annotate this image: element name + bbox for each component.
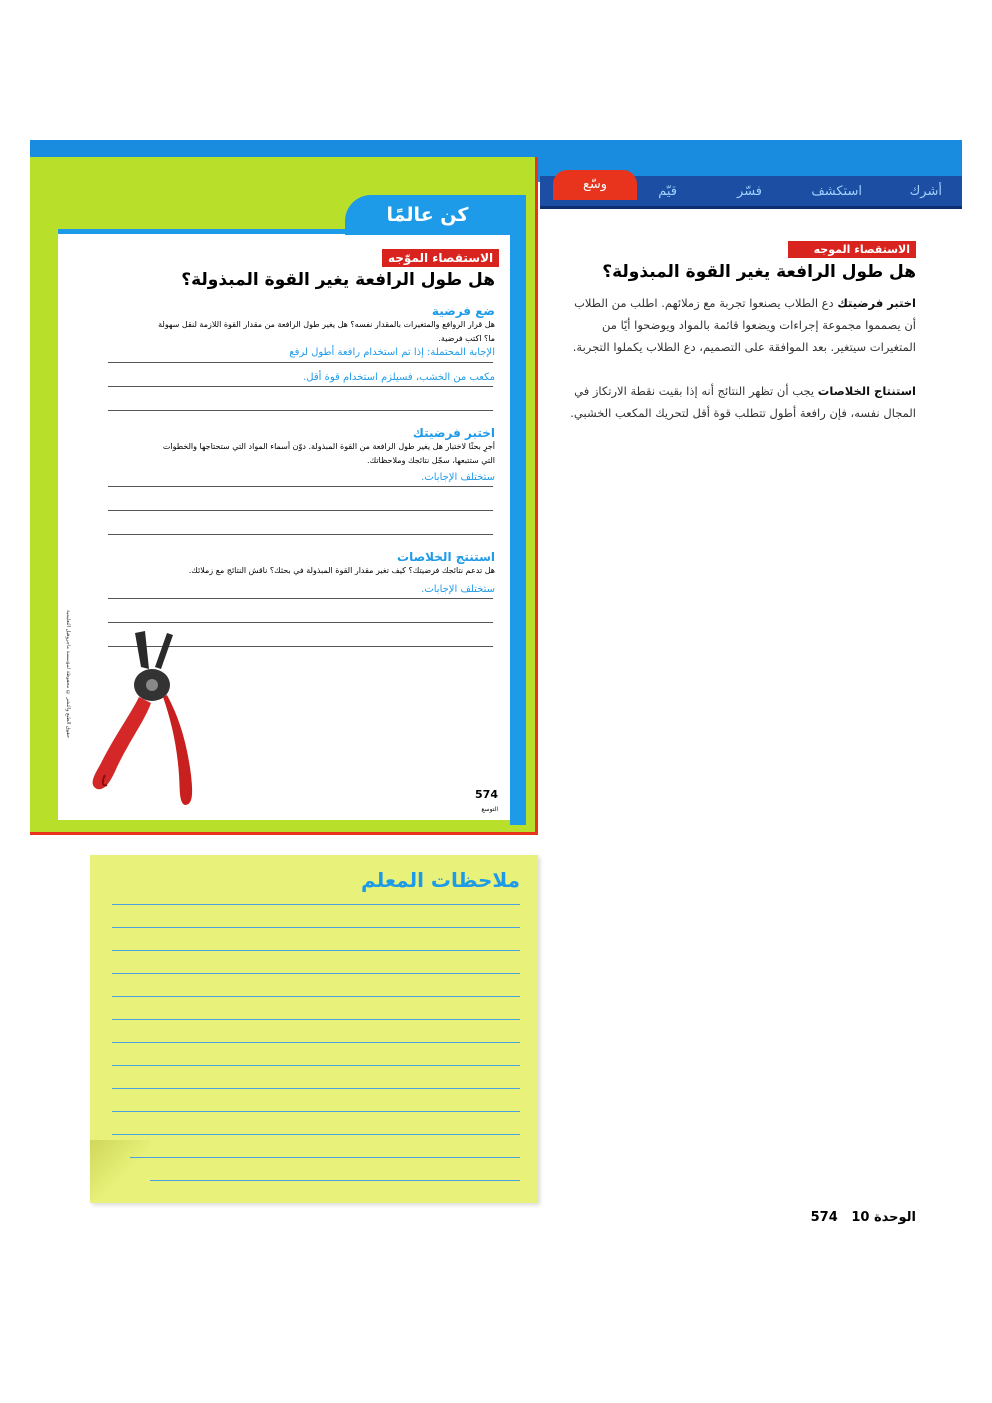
page-footer: [780, 1210, 916, 1225]
note-line: [112, 1134, 520, 1135]
conclusions-text: هل تدعم نتائجك فرضيتك؟ كيف تغير مقدار القوة المبذولة في بحثك؟ ناقش النتائج مع زملائك.: [188, 566, 495, 575]
answer-line: [108, 486, 493, 487]
page-title: كن عالمًا: [345, 195, 510, 235]
tab-explain[interactable]: فسّر: [737, 184, 762, 199]
teacher-notes-box: [90, 855, 538, 1203]
note-line: [112, 996, 520, 997]
note-line: [112, 927, 520, 928]
teacher-conclusion-text: يجب أن تظهر النتائج أنه إذا بقيت نقطة الارتكاز في المجال نفسه، فإن رافعة أطول تتطلب قوة أقل لتحريك المكعب الخشبي.: [570, 384, 916, 420]
student-page-number: 574: [475, 788, 498, 801]
note-line: [112, 1042, 520, 1043]
teacher-heading: هل طول الرافعة يغير القوة المبذولة؟: [602, 262, 916, 282]
answer-line: [108, 510, 493, 511]
note-line: [112, 1111, 520, 1112]
answer-line: [108, 534, 493, 535]
note-line: [130, 1157, 520, 1158]
hypothesis-heading: ضع فرضية: [431, 304, 495, 318]
answer-line: [108, 622, 493, 623]
hypothesis-text: هل قرار الروافع والمتغيرات بالمقدار نفسه؟ هل يغير طول الرافعة من مقدار القوة اللازمة لنقل سهولة ما؟ اكتب فرضية.: [158, 320, 495, 343]
tab-evaluate[interactable]: قيّم: [658, 184, 677, 199]
tab-explore[interactable]: استكشف: [811, 184, 862, 199]
tab-extend-active[interactable]: وسّع: [553, 170, 637, 200]
pliers-image: [75, 625, 215, 815]
conclusions-heading: استنتج الخلاصات: [397, 550, 495, 564]
page-curl: [90, 1140, 150, 1200]
note-line: [112, 973, 520, 974]
note-line: [112, 1019, 520, 1020]
hypothesis-answer: الإجابة المحتملة: إذا تم استخدام رافعة أطول لرفع: [289, 347, 495, 358]
inquiry-badge: [382, 247, 499, 266]
teacher-test-label: اختبر فرضيتك: [837, 296, 916, 310]
inquiry-badge-label: الاستقصاء الموّجه: [382, 249, 499, 267]
teacher-test-paragraph: [560, 292, 916, 358]
footer-unit: الوحدة 10: [851, 1210, 916, 1225]
test-text: أجرِ بحثًا لاختبار هل يغير طول الرافعة من القوة المبذولة. دوّن أسماء المواد التي ستحتاجها والخطوات التي ستتبعها، سجّل نتائجك وملاحظاتك.: [162, 442, 495, 465]
teacher-conclusion-paragraph: [560, 380, 916, 424]
copyright-credit: حقوق الطبع والنشر © محفوظة لمؤسسة ماجروهيل التعليمية: [65, 610, 71, 738]
note-line: [112, 950, 520, 951]
student-heading: هل طول الرافعة يغير القوة المبذولة؟: [181, 270, 495, 290]
note-line: [112, 1065, 520, 1066]
answer-line: [108, 410, 493, 411]
student-page-section: التوسع: [481, 806, 498, 813]
note-line: [150, 1180, 520, 1181]
conclusions-answer: ستختلف الإجابات.: [421, 584, 495, 595]
note-line: [112, 904, 520, 905]
teacher-conclusion-label: استنتاج الخلاصات: [817, 384, 916, 398]
answer-line: [108, 386, 493, 387]
footer-page-number: 574: [810, 1210, 838, 1225]
page-edge-strip: [510, 195, 526, 825]
answer-line: [108, 598, 493, 599]
note-line: [112, 1088, 520, 1089]
answer-line: [108, 362, 493, 363]
test-answer: ستختلف الإجابات.: [421, 472, 495, 483]
test-heading: اختبر فرضيتك: [412, 426, 495, 440]
notes-title: ملاحظات المعلم: [361, 868, 520, 892]
tab-engage[interactable]: أشرك: [909, 184, 942, 199]
hypothesis-answer-cont: مكعب من الخشب، فسيلزم استخدام قوة أقل.: [303, 372, 495, 383]
teacher-inquiry-badge: الاستقصاء الموجه: [788, 241, 916, 258]
teacher-test-text: دع الطلاب يصنعوا تجربة مع زملائهم. اطلب من الطلاب أن يصمموا مجموعة إجراءات ويضعوا قائمة بالمواد ويوضحوا أيًا من المتغيرات سيتغير. بعد الموافقة على التصميم، دع الطلاب يكملوا التجربة.: [572, 296, 916, 354]
